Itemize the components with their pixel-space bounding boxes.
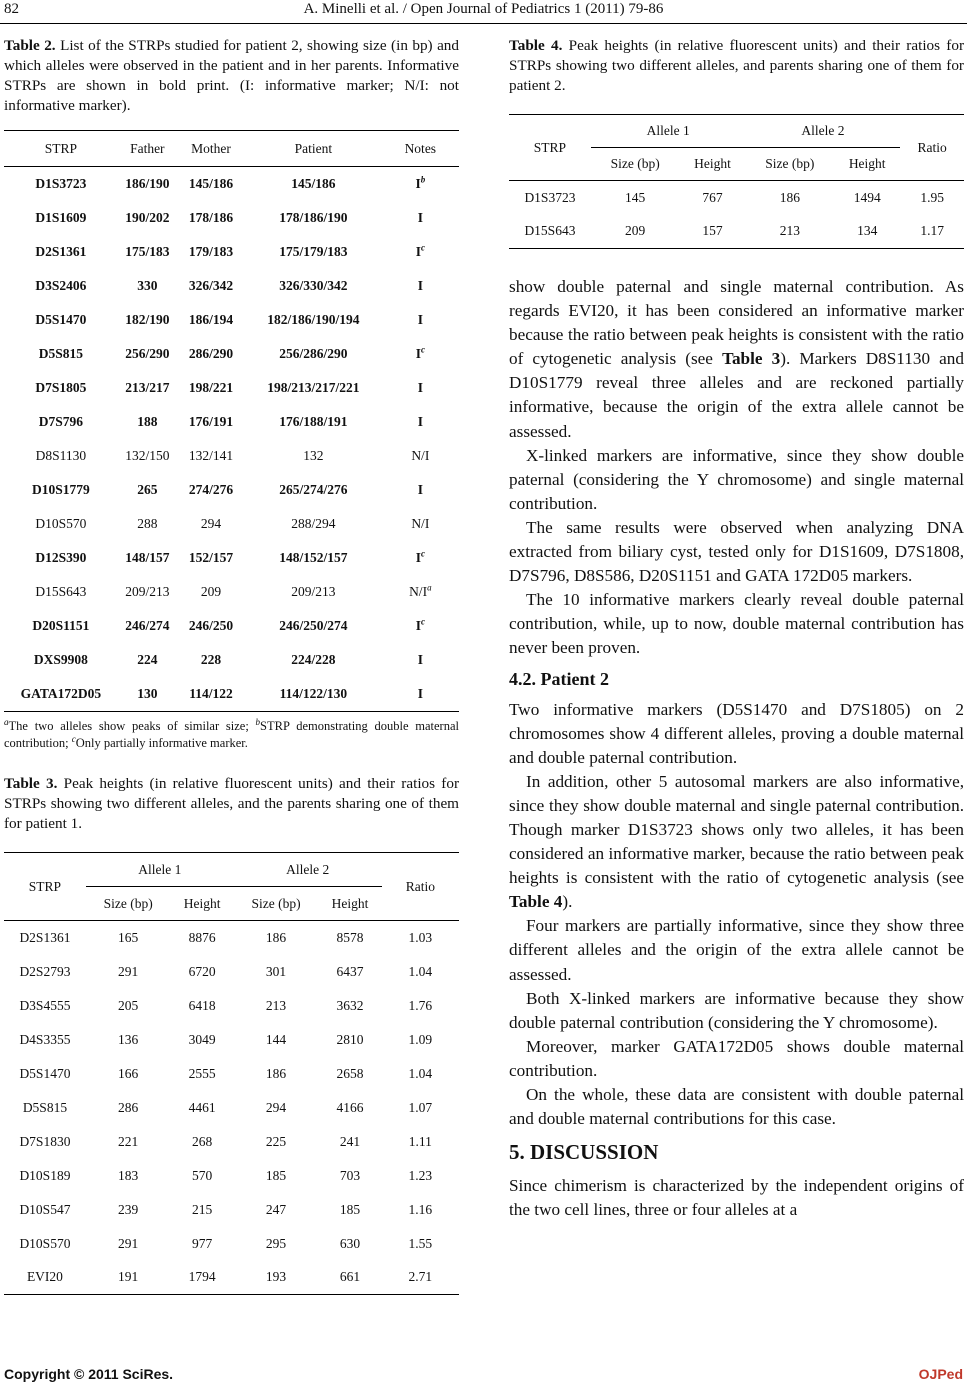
table3-cell: D7S1830 [19,1133,71,1149]
table3-head-strp: STRP [4,853,86,921]
table3-cell: D10S547 [19,1201,71,1217]
table4-cell: 767 [702,189,723,205]
table-row [509,215,964,249]
footnote-c-mark: c [71,733,76,744]
note-superscript: c [420,548,425,559]
table2-cell-strp: DXS9908 [33,652,88,667]
note-value: N/I [411,516,430,531]
table3-cell: D2S1361 [19,929,71,945]
table2-cell-mother: 209 [200,584,222,599]
paragraph-7: Four markers are partially informative, since they show three different alleles and the origin of the extra allele cannot be assessed. [509,916,964,984]
body-text [509,275,964,1222]
table2-cell-father: 209/213 [125,584,170,599]
table3-cell: 3049 [188,1031,216,1047]
table3-caption-text: Peak heights (in relative fluorescent units) and their ratios for STRPs showing two different alleles, and the parents sharing one of them for patient 1. [4,775,460,832]
header-rule [0,23,967,24]
table2-cell-patient: 265/274/276 [279,482,348,497]
table4-caption-text: Peak heights (in relative fluorescent units) and their ratios for STRPs showing two different alleles, and parents sharing one of them for patient 2. [509,37,965,94]
table4-head-size1: Size (bp) [610,156,660,171]
table2-body [4,167,459,712]
footnote-a-text: The two alleles show peaks of similar size; [8,719,256,733]
table2-cell-patient: 182/186/190/194 [267,312,360,327]
table4-head-height2: Height [848,156,886,171]
table2-cell-notes [382,405,459,439]
table3-caption [4,774,459,834]
table2-head-patient: Patient [294,140,333,156]
note-value: I [417,210,423,225]
running-title: A. Minelli et al. / Open Journal of Pediatrics 1 (2011) 79-86 [303,1,664,17]
table3-cell: 2.71 [408,1269,433,1285]
table2-cell-notes [382,235,459,269]
table4-head-allele2: Allele 2 [746,115,901,148]
note-value: I [417,380,423,395]
note-superscript: c [420,344,425,355]
table2-cell-father: 190/202 [125,210,170,225]
table2-cell-patient: 224/228 [291,652,336,667]
table-row [4,643,459,677]
table-row [4,677,459,712]
table3-cell: 166 [118,1065,139,1081]
table4-cell: 209 [625,223,646,239]
table2-cell-mother: 246/250 [188,618,234,633]
table2-label: Table 2. [4,37,56,54]
table2-cell-patient: 148/152/157 [279,550,348,565]
paragraph-6-text: In addition, other 5 autosomal markers are also informative, since they show double maternal and single paternal contribution. Though marker D1S3723 shows only two alleles, it has been considered an informative marker, because the ratio between peak heights is consistent with the ratio of cytogenetic analysis (see [509,771,964,888]
table3-cell: 215 [191,1201,213,1217]
table3-cell: 661 [339,1269,361,1285]
paragraph-8: Both X-linked markers are informative because they show double paternal contribution (considering the Y chromosome). [509,988,964,1032]
table2-cell-patient: 246/250/274 [279,618,348,633]
paragraph-2: X-linked markers are informative, since they show double paternal (considering the Y chromosome) and single maternal contribution. [509,445,964,513]
note-superscript: c [420,242,425,253]
table2-cell-father: 188 [137,414,158,429]
table3-cell: 6418 [188,997,216,1013]
table3-cell: 1.04 [408,963,433,979]
paragraph-11: Since chimerism is characterized by the independent origins of the two cell lines, three or four alleles at a [509,1176,964,1220]
table-row [4,303,459,337]
table3-cell: 247 [265,1201,287,1217]
table3-head-height1: Height [183,895,221,911]
table4-cell: 1.95 [920,189,944,205]
table3-cell: 193 [265,1269,287,1285]
table2-cell-patient: 178/186/190 [279,210,348,225]
table3-cell: 186 [265,1065,287,1081]
table2-cell-father: 182/190 [125,312,170,327]
table2-caption-text: List of the STRPs studied for patient 2, showing size (in bp) and which alleles were observed in the patient and in her parents. Informative STRPs are shown in bold print. (I: informative marker; N/I: not informative marker). [4,37,459,114]
table3-cell: 8578 [336,929,364,945]
table2-cell-father: 132/150 [125,448,170,463]
table4-head-height1: Height [694,156,731,171]
table3-cell: 294 [265,1099,287,1115]
table4-cell: 1.17 [920,223,944,239]
right-column [509,36,964,1222]
page-number: 82 [4,1,19,17]
table3-cell: 2555 [188,1065,216,1081]
note-superscript: c [420,616,425,627]
table3-cell: 183 [118,1167,139,1183]
table3-cell: 186 [265,929,287,945]
table2-cell-notes [382,167,459,202]
note-value: I [415,618,421,633]
paragraph-4: The 10 informative markers clearly reveal double paternal contribution, while, up to now, double maternal contribution has never been proven. [509,590,964,658]
table3-reference: Table 3 [722,349,781,369]
table2-cell-mother: 178/186 [188,210,234,225]
table3-cell: 144 [265,1031,287,1047]
table4-head-strp: STRP [509,115,591,181]
table-row [4,235,459,269]
table2-footnote [4,718,459,752]
table-row [4,507,459,541]
table4 [509,114,964,249]
table2-cell-father: 246/274 [125,618,170,633]
table2-cell-patient: 176/188/191 [279,414,348,429]
table2-cell-patient: 256/286/290 [279,346,348,361]
table3-cell: 6720 [188,963,216,979]
note-value: I [417,652,423,667]
note-superscript: b [420,174,426,185]
copyright: Copyright © 2011 SciRes. [4,1366,174,1382]
table2-cell-father: 175/183 [125,244,170,259]
table2-cell-father: 224 [137,652,158,667]
table3-cell: 225 [265,1133,287,1149]
table3-cell: 185 [265,1167,287,1183]
table3-cell: 977 [191,1235,213,1251]
table2-cell-patient: 132 [303,448,324,463]
table2-cell-notes [382,575,459,609]
table2-cell-mother: 286/290 [188,346,234,361]
table2-cell-mother: 179/183 [188,244,234,259]
table3-cell: 1794 [188,1269,216,1285]
table-row [4,439,459,473]
table-row [4,167,459,202]
table2-cell-mother: 326/342 [188,278,234,293]
table2-cell-strp: D12S390 [35,550,87,565]
table2 [4,130,459,712]
table2-cell-patient: 175/179/183 [279,244,348,259]
table-row [4,269,459,303]
table4-cell: 157 [702,223,723,239]
table2-cell-father: 265 [137,482,158,497]
table3-cell: 1.04 [408,1065,433,1081]
table2-cell-mother: 294 [200,516,222,531]
table3-cell: 8876 [188,929,216,945]
table4-head-ratio: Ratio [900,115,964,181]
table2-cell-patient: 145/186 [291,176,336,191]
table2-cell-notes [382,303,459,337]
table2-cell-mother: 186/194 [188,312,234,327]
table2-cell-patient: 209/213 [291,584,336,599]
table2-cell-mother: 114/122 [189,686,233,701]
table2-cell-strp: D10S1779 [31,482,90,497]
table4-cell: 1494 [853,189,881,205]
table2-cell-strp: D2S1361 [35,244,87,259]
table2-cell-father: 148/157 [125,550,170,565]
table3-cell: D3S4555 [19,997,71,1013]
table4-cell: 186 [779,189,800,205]
note-value: N/I [411,448,430,463]
table-row [4,405,459,439]
table3-cell: 291 [118,1235,139,1251]
table3-head-allele2: Allele 2 [234,853,382,887]
table3-cell: 136 [118,1031,139,1047]
table3-cell: 2810 [336,1031,364,1047]
table2-cell-strp: D8S1130 [35,448,87,463]
table2-cell-strp: D7S796 [38,414,83,429]
table2-cell-patient: 326/330/342 [279,278,348,293]
section-heading-discussion: 5. DISCUSSION [509,1140,659,1165]
paragraph-1-end: ). Markers D8S1130 and D10S1779 reveal three alleles and are reckoned partially informative, because the origin of the extra allele cannot be assessed. [509,349,964,441]
table-row [4,575,459,609]
table2-cell-strp: D20S1151 [32,618,90,633]
table-row [4,1227,459,1261]
table2-cell-father: 213/217 [125,380,170,395]
table2-cell-notes [382,643,459,677]
footnote-b-mark: b [255,716,261,727]
table-row [4,201,459,235]
note-value: I [417,686,423,701]
table3-cell: 630 [339,1235,361,1251]
table-row [4,337,459,371]
table-row [4,541,459,575]
table4-body [509,181,964,249]
table3-cell: D5S815 [22,1099,68,1115]
table3-cell: 1.23 [408,1167,433,1183]
table3-cell: 1.09 [408,1031,433,1047]
paragraph-6 [509,770,964,915]
table2-cell-mother: 152/157 [188,550,234,565]
table2-cell-notes [382,269,459,303]
table4-cell: 213 [779,223,800,239]
table3-cell: 1.07 [408,1099,433,1115]
note-value: I [417,414,423,429]
table-row [4,989,459,1023]
table3-cell: 239 [118,1201,139,1217]
table2-cell-patient: 198/213/217/221 [267,380,360,395]
table-row [4,955,459,989]
table3-cell: 301 [265,963,287,979]
paragraph-3: The same results were observed when analyzing DNA extracted from biliary cyst, tested only for D1S1609, D7S1808, D7S796, D8S586, D20S1151 and GATA 172D05 markers. [509,517,964,586]
section-heading-patient-2: 4.2. Patient 2 [509,668,609,689]
table3-cell: 291 [118,963,139,979]
table4-cell: 134 [857,223,878,239]
table2-cell-strp: D5S815 [38,346,83,361]
table2-cell-notes [382,473,459,507]
table3-cell: D4S3355 [19,1031,71,1047]
table3-cell: 1.76 [408,997,433,1013]
table4-head-size2: Size (bp) [765,156,815,171]
note-superscript: a [427,582,432,593]
note-value: I [417,278,423,293]
table3-head-allele1: Allele 1 [86,853,234,887]
table3-cell: 191 [118,1269,139,1285]
table3-cell: 2658 [336,1065,364,1081]
paragraph-5: Two informative markers (D5S1470 and D7S1805) on 2 chromosomes show 4 different alleles, proving a double maternal and double paternal contribution. [509,699,964,767]
table2-cell-notes [382,541,459,575]
table-row [4,609,459,643]
table-row [4,921,459,955]
table2-cell-mother: 198/221 [188,380,234,395]
table3-cell: D10S570 [19,1235,71,1251]
table3-cell: 268 [191,1133,213,1149]
table3-cell: 1.11 [408,1133,432,1149]
note-value: N/I [409,584,428,599]
table2-cell-mother: 274/276 [188,482,234,497]
table-row [4,1091,459,1125]
table3-head-height2: Height [331,895,369,911]
table2-cell-notes [382,337,459,371]
table2-cell-notes [382,677,459,712]
table3-head-size2: Size (bp) [251,895,301,911]
table2-cell-father: 130 [137,686,158,701]
paragraph-10: On the whole, these data are consistent with double paternal and double maternal contributions for this case. [509,1085,964,1129]
paragraph-6-end: ). [562,892,573,912]
table4-label: Table 4. [509,37,563,54]
table-row [4,371,459,405]
paragraph-1 [509,275,964,444]
table3-cell: EVI20 [26,1269,63,1285]
table3-body [4,921,459,1295]
table3-cell: 221 [118,1133,139,1149]
table-row [4,1193,459,1227]
table3-cell: 213 [265,997,287,1013]
note-value: I [415,550,421,565]
table2-cell-strp: D3S2406 [35,278,87,293]
table3-head-size1: Size (bp) [103,895,153,911]
note-value: I [415,244,421,259]
table4-cell: D1S3723 [524,189,576,205]
table3-cell: D10S189 [19,1167,71,1183]
table4-head-allele1: Allele 1 [591,115,746,148]
table3-label: Table 3. [4,775,58,792]
footnote-a-mark: a [4,716,9,727]
note-value: I [417,482,423,497]
table3-cell: 1.16 [408,1201,433,1217]
table2-cell-patient: 288/294 [291,516,336,531]
table-row [4,473,459,507]
table2-cell-father: 330 [137,278,158,293]
paragraph-9: Moreover, marker GATA172D05 shows double maternal contribution. [509,1036,964,1080]
table3-cell: 4461 [188,1099,216,1115]
table2-cell-strp: D7S1805 [35,380,87,395]
table3-cell: 295 [265,1235,287,1251]
table2-caption [4,36,459,116]
table3-cell: D2S2793 [19,963,71,979]
table2-cell-strp: GATA172D05 [20,686,102,701]
table-row [509,181,964,215]
table3-head-ratio: Ratio [382,853,459,921]
paragraph-1-text: show double paternal and single maternal contribution. As regards EVI20, it has been considered an informative marker because the ratio between peak heights is consistent with the ratio of cytogenetic analysis (see [509,277,964,369]
table3-cell: 570 [191,1167,213,1183]
table3-cell: 1.55 [408,1235,433,1251]
page-header [0,0,967,24]
table2-cell-father: 288 [137,516,158,531]
footnote-c-text: Only partially informative marker. [75,736,248,750]
table3-cell: 241 [339,1133,361,1149]
table3-cell: 185 [339,1201,361,1217]
table2-cell-notes [382,507,459,541]
table2-cell-strp: D15S643 [35,584,87,599]
table-row [4,1057,459,1091]
table3-cell: 205 [118,997,139,1013]
table3-cell: 3632 [336,997,364,1013]
table2-cell-mother: 228 [200,652,222,667]
table3-cell: 6437 [336,963,364,979]
note-value: I [415,176,421,191]
note-value: I [415,346,421,361]
table3-cell: 1.03 [408,929,433,945]
table-row [4,1125,459,1159]
table2-cell-father: 186/190 [125,176,170,191]
table3-cell: 286 [118,1099,139,1115]
table3 [4,852,459,1295]
table2-head-father: Father [130,140,165,156]
table2-cell-patient: 114/122/130 [279,686,348,701]
table2-cell-mother: 145/186 [188,176,234,191]
table4-cell: 145 [625,189,646,205]
table2-cell-strp: D1S3723 [35,176,87,191]
table2-cell-strp: D1S1609 [35,210,87,225]
table4-reference: Table 4 [509,892,563,912]
left-column [4,36,459,1295]
journal-abbrev: OJPed [918,1366,963,1382]
table-row [4,1261,459,1295]
table4-cell: D15S643 [524,223,576,239]
table3-cell: 165 [118,929,139,945]
table3-cell: D5S1470 [19,1065,71,1081]
table-row [4,1023,459,1057]
table2-head-mother: Mother [191,140,231,156]
table2-cell-mother: 132/141 [188,448,234,463]
table2-cell-father: 256/290 [125,346,170,361]
table3-cell: 4166 [336,1099,364,1115]
table2-cell-strp: D10S570 [35,516,87,531]
table4-caption [509,36,964,96]
footnote-b-text: STRP demonstrating double maternal contribution; [4,719,459,750]
table2-cell-notes [382,439,459,473]
table2-head-notes: Notes [404,140,437,156]
table-row [4,1159,459,1193]
table2-head-strp: STRP [44,140,78,156]
table3-cell: 703 [339,1167,361,1183]
table2-cell-mother: 176/191 [188,414,234,429]
table2-cell-notes [382,609,459,643]
note-value: I [417,312,423,327]
table2-cell-notes [382,201,459,235]
table2-cell-notes [382,371,459,405]
table2-cell-strp: D5S1470 [35,312,87,327]
